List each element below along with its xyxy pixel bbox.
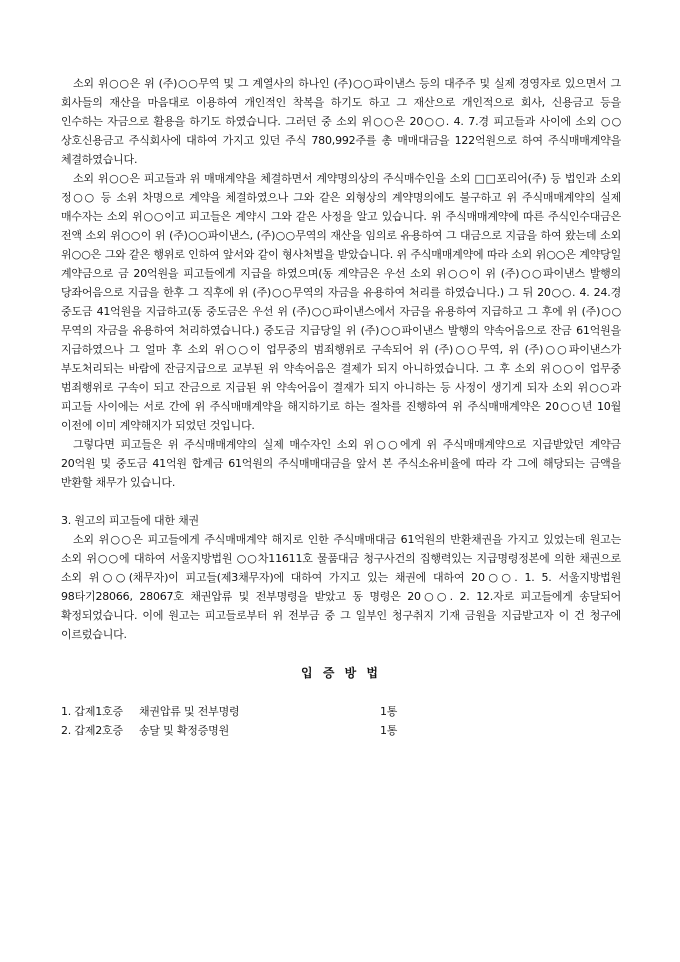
evidence-item	[61, 721, 621, 740]
evidence-name: 송달 및 확정증명원	[139, 724, 230, 737]
section-3-title: 3. 원고의 피고들에 대한 채권	[61, 514, 199, 527]
evidence-list	[61, 702, 621, 740]
evidence-number: 2. 갑제2호증	[61, 724, 123, 737]
document-page	[61, 74, 621, 740]
body-paragraph-2: 소외 위○○은 피고들과 위 매매계약을 체결하면서 계약명의상의 주식매수인을 소외 □□포리어(주) 등 법인과 소외 정○○ 등 소위 차명으로 계약을 체결하였으나 그와 같은 외형상의 계약명의에도 불구하고 위 주식매매계약의 실제 매수자는 소외 위○○이고 피고들은 계약시 그와 같은 사정을 알고 있습니다. 위 주식매매계약에 따른 주식인수대금은 전액 소외 위○○이 위 (주)○○파이낸스, (주)○○무역의 재산을 임의로 유용하여 그 대금으로 지급을 하여 왔는데 소외 위○○은 그와 같은 행위로 인하여 앞서와 같이 형사처벌을 받았습니다. 위 주식매매계약에 따라 소외 위○○은 계약당일 계약금으로 금 20억원을 피고들에게 지급을 하였으며(동 계약금은 우선 소외 위○○이 위 (주)○○파이낸스 발행의 당좌어음으로 지급을 한후 그 직후에 위 (주)○○무역의 자금을 유용하여 처리를 하였습니다.) 그 뒤 20○○. 4. 24.경 중도금 41억원을 지급하고(동 중도금은 우선 위 (주)○○파이낸스에서 자금을 유용하여 지급하고 그 후에 위 (주)○○무역의 자금을 유용하여 처리하였습니다.) 중도금 지급당일 위 (주)○○파이낸스 발행의 약속어음으로 잔금 61억원을 지급하였으나 그 얼마 후 소외 위○○이 업무중의 범죄행위로 구속되어 위 (주)○○무역, 위 (주)○○파이낸스가 부도처리되는 바람에 잔금지급으로 교부된 위 약속어음은 결제가 되지 아니하였습니다. 그 후 소외 위○○이 업무중 범죄행위로 구속이 되고 잔금으로 지급된 위 약속어음이 결재가 되지 아니하는 등 사정이 생기게 되자 소외 위○○과 피고들 사이에는 서로 간에 위 주식매매계약을 해지하기로 하는 절차를 진행하여 위 주식매매계약은 20○○년 10월 이전에 이미 계약해지가 되었던 것입니다.	[61, 172, 621, 432]
section-3-paragraph: 소외 위○○은 피고들에게 주식매매계약 해지로 인한 주식매매대금 61억원의 반환채권을 가지고 있었는데 원고는 소외 위○○에 대하여 서울지방법원 ○○차11611호 물품대금 청구사건의 집행력있는 지급명령정본에 의한 채권으로 소외 위○○(채무자)이 피고들(제3채무자)에 대하여 가지고 있는 채권에 대하여 20○○. 1. 5. 서울지방법원 98타기28066, 28067호 채권압류 및 전부명령을 받았고 동 명령은 20○○. 2. 12.자로 피고들에게 송달되어 확정되었습니다. 이에 원고는 피고들로부터 위 전부금 중 그 일부인 청구취지 기재 금원을 지급받고자 이 건 청구에 이르렀습니다.	[61, 533, 621, 641]
body-paragraph-1: 소외 위○○은 위 (주)○○무역 및 그 계열사의 하나인 (주)○○파이낸스 등의 대주주 및 실제 경영자로 있으면서 그 회사들의 재산을 마음대로 이용하여 개인적인 착복을 하기도 하고 그 재산으로 개인적으로 회사, 신용금고 등을 인수하는 자금으로 활용을 하기도 하였습니다. 그러던 중 소외 위○○은 20○○. 4. 7.경 피고들과 사이에 소외 ○○상호신용금고 주식회사에 대하여 가지고 있던 주식 780,992주를 총 매매대금을 122억원으로 하여 주식매매계약을 체결하였습니다.	[61, 77, 621, 166]
spacer	[61, 683, 621, 702]
body-paragraph-3: 그렇다면 피고들은 위 주식매매계약의 실제 매수자인 소외 위○○에게 위 주식매매계약으로 지급받았던 계약금 20억원 및 중도금 41억원 합계금 61억원의 주식매매대금을 앞서 본 주식소유비율에 따라 각 그에 해당되는 금액을 반환할 채무가 있습니다.	[61, 438, 621, 489]
evidence-name: 채권압류 및 전부명령	[139, 705, 240, 718]
spacer	[61, 644, 621, 663]
spacer	[61, 492, 621, 511]
evidence-count: 1통	[380, 724, 398, 737]
evidence-number: 1. 갑제1호증	[61, 705, 123, 718]
evidence-title: 입 증 방 법	[301, 666, 381, 680]
evidence-count: 1통	[380, 705, 398, 718]
evidence-item	[61, 702, 621, 721]
